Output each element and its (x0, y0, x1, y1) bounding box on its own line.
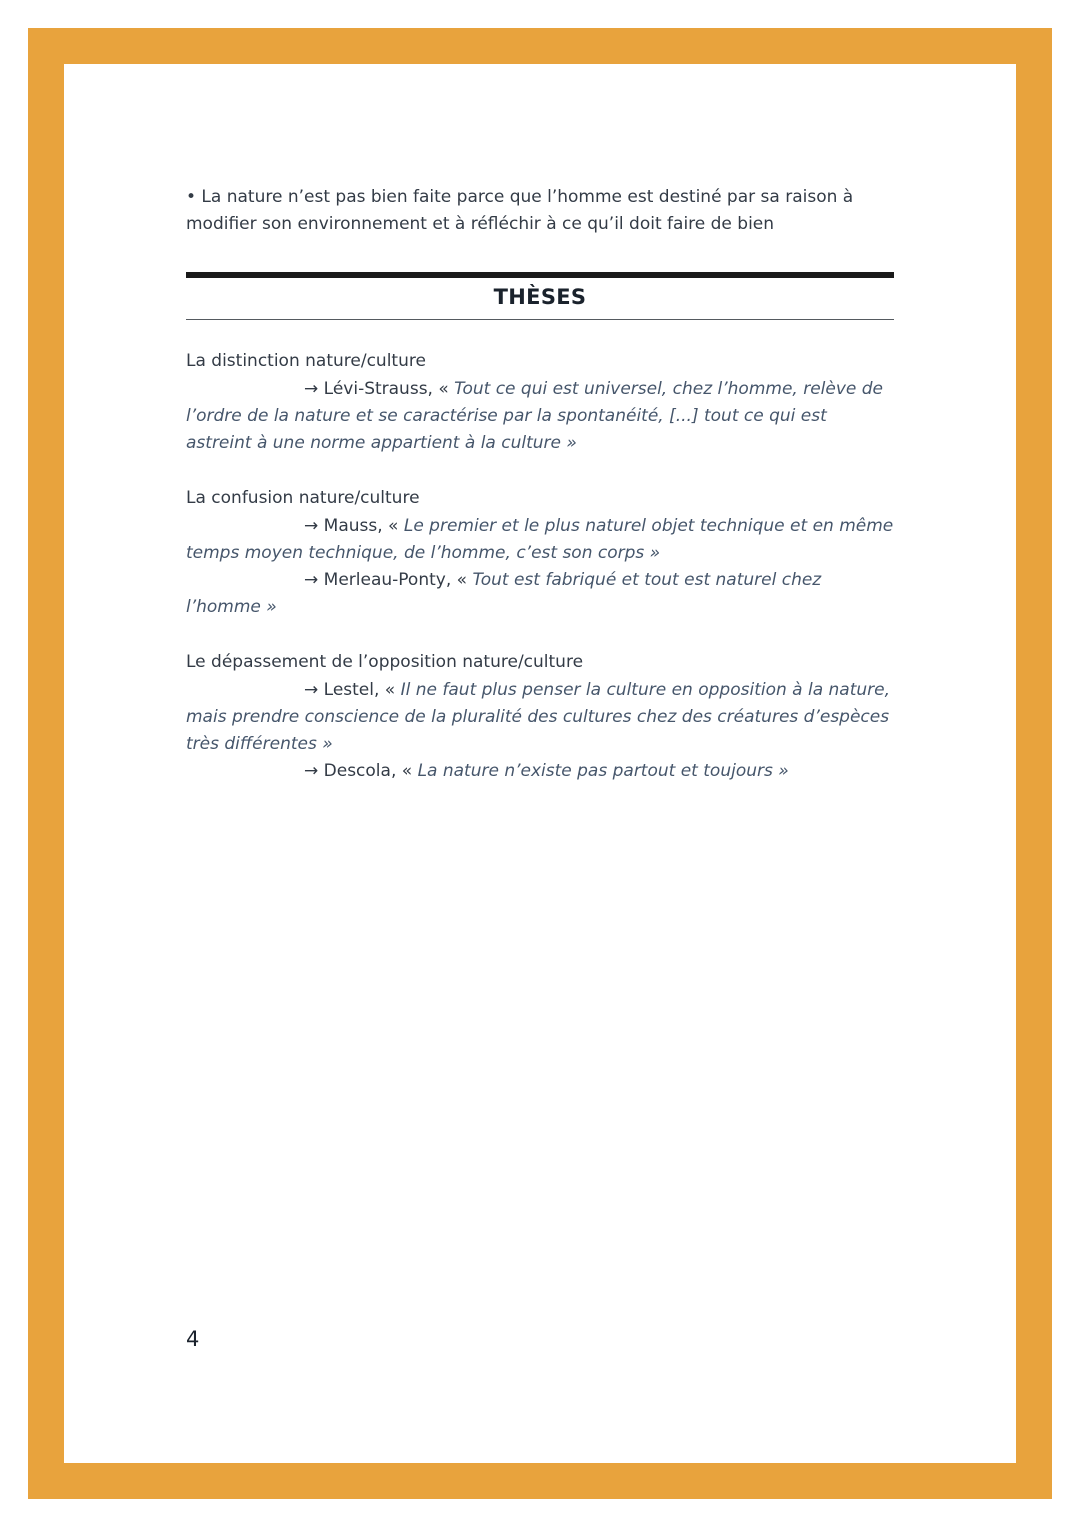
quote-lead: → Merleau-Ponty, « (304, 570, 473, 590)
guillemet-close: » (644, 543, 661, 563)
theme-heading: La distinction nature/culture (186, 351, 426, 371)
section-title: THÈSES (493, 285, 587, 309)
quote-entry (186, 567, 894, 621)
quote-text: Tout est fabriqué et tout est naturel chez l’homme (186, 570, 822, 617)
quote-text: Le premier et le plus naturel objet technique et en même temps moyen technique, de l’homme, c’est son corps (186, 516, 894, 563)
theme-heading: La confusion nature/culture (186, 488, 420, 508)
guillemet-close: » (260, 597, 277, 617)
theme-block-depassement (186, 649, 894, 785)
quote-text: Il ne faut plus penser la culture en opposition à la nature, mais prendre conscience de la pluralité des cultures chez des créatures d’espèces très différentes (186, 680, 891, 754)
quote-lead: → Descola, « (304, 761, 418, 781)
theme-block-distinction (186, 348, 894, 457)
quote-lead: → Lévi-Strauss, « (304, 379, 455, 399)
quote-lead: → Lestel, « (304, 680, 401, 700)
theses-section-header (186, 272, 894, 320)
quote-lead: → Mauss, « (304, 516, 404, 536)
header-bottom-rule (186, 319, 894, 320)
document-page (128, 128, 952, 1399)
guillemet-close: » (560, 433, 577, 453)
quote-text: Tout ce qui est universel, chez l’homme, relève de l’ordre de la nature et se caractérise par la spontanéité, [...] tout ce qui est astreint à une norme appartient à la culture (186, 379, 884, 453)
bullet-point: • La nature n’est pas bien faite parce que l’homme est destiné par sa raison à modifier son environnement et à réfléchir à ce qu’il doit faire de bien (186, 187, 854, 234)
page-number: 4 (186, 1327, 200, 1351)
guillemet-close: » (772, 761, 789, 781)
theme-block-confusion (186, 485, 894, 621)
quote-entry (186, 677, 894, 758)
decorative-frame (28, 28, 1052, 1499)
quote-entry (186, 513, 894, 567)
theme-heading: Le dépassement de l’opposition nature/culture (186, 652, 584, 672)
quote-text: La nature n’existe pas partout et toujours (417, 761, 773, 781)
quote-entry (186, 376, 894, 457)
guillemet-close: » (316, 734, 333, 754)
quote-entry (186, 758, 894, 785)
